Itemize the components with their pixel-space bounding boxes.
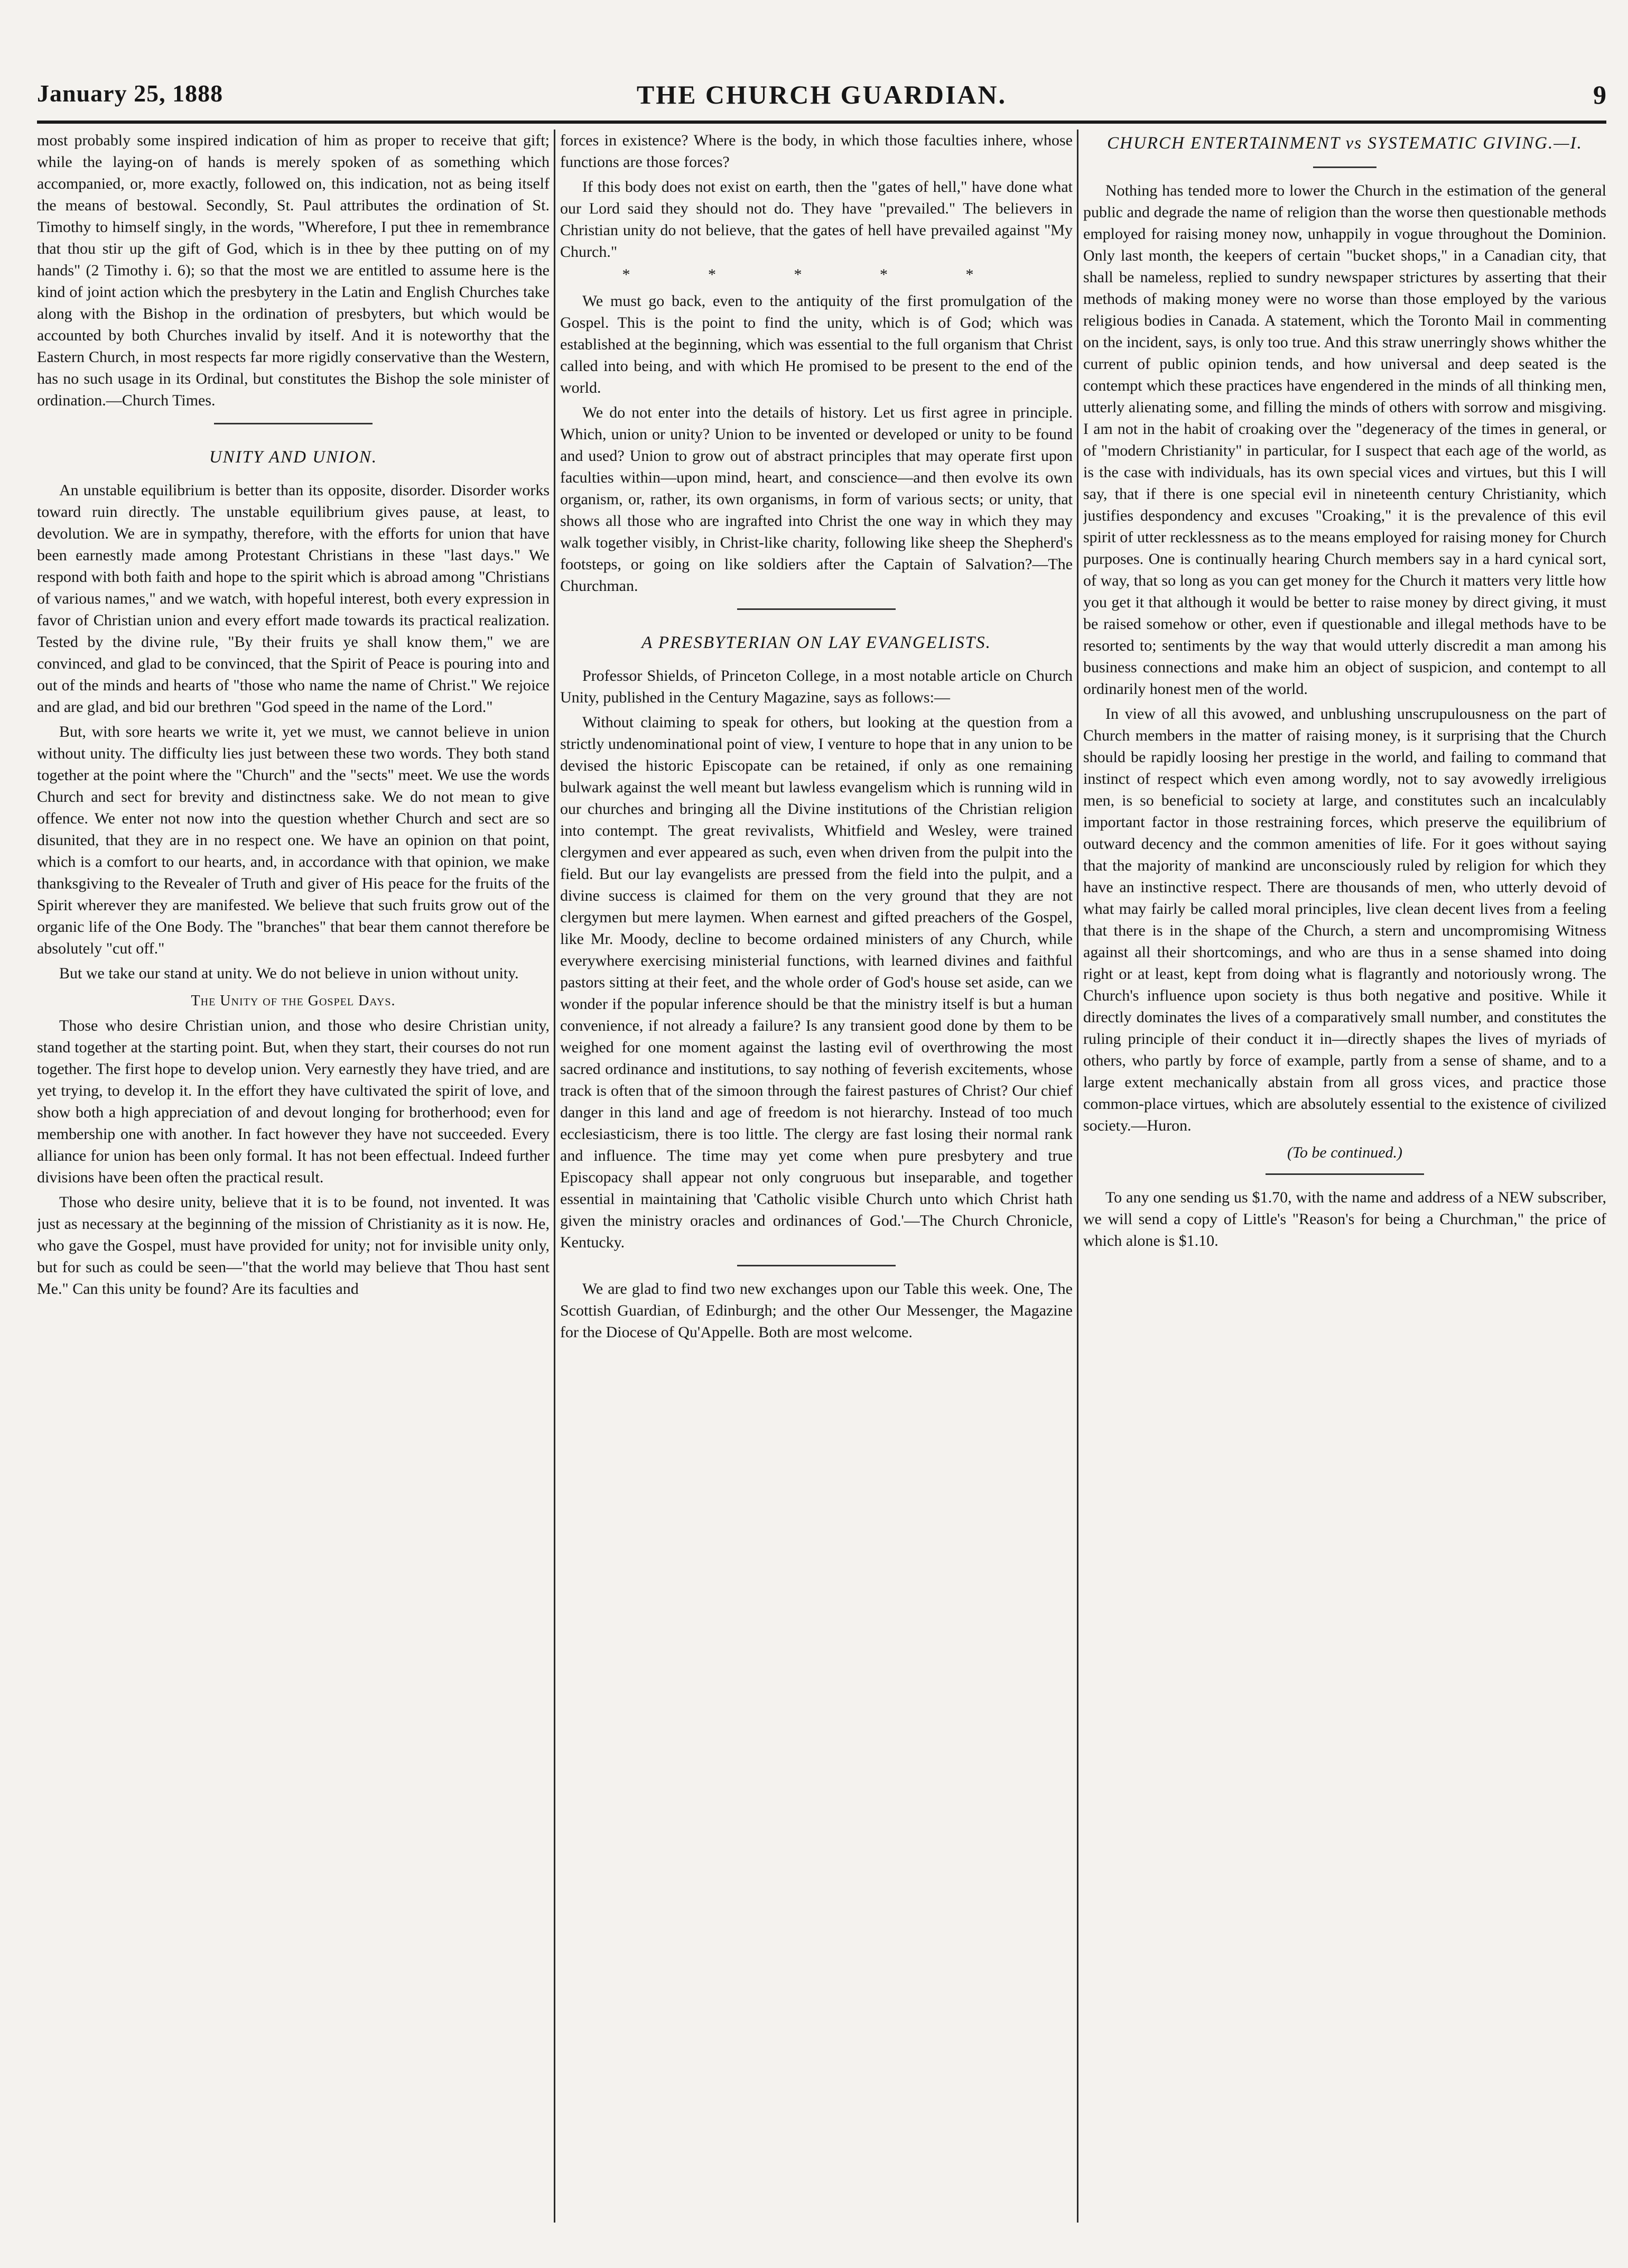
column-2 (560, 129, 1073, 2228)
article-paragraph: Professor Shields, of Princeton College, in a most notable article on Church Unity, published in the Century Magazine, says as follows:— (560, 667, 1073, 706)
article-paragraph: most probably some inspired indication of him as proper to receive that gift; while the laying-on of hands is merely spoken of as something which accompanied, or, more exactly, followed on, this indication, not as being itself the means of bestowal. Secondly, St. Paul attributes the ordination of St. Timothy to himself singly, in the words, "Wherefore, I put thee in remembrance that thou stir up the gift of God, which is in thee by thee putting on of my hands" (2 Timothy i. 6); so that the most we are entitled to assume here is the kind of joint action which the presbytery in the Latin and English Churches take along with the Bishop in the ordination of presbyters, but which would be accounted by both Churches invalid by itself. And it is noteworthy that the Eastern Church, in most respects far more rigidly conservative than the Western, has no such usage in its Ordinal, but constitutes the Bishop the sole minister of ordination.—Church Times. (37, 132, 550, 409)
masthead (37, 79, 1606, 116)
column-3 (1083, 129, 1606, 2228)
article-paragraph: In view of all this avowed, and unblushing unscrupulousness on the part of Church members in the matter of raising money, is it surprising that the Church should be rapidly loosing her prestige in the world, and failing to command that instinct of respect which even among wordly, not to say avowedly irreligious men, is so beneficial to society at large, and constitutes such an incalculably important factor in those restraining forces, which preserve the equilibrium of outward decency and the common amenities of life. For it goes without saying that the majority of mankind are unconsciously ruled by religion for which they have an instinctive respect. There are thousands of men, who utterly devoid of what may fairly be called moral principles, live clean decent lives from a feeling that there is in the shape of the Church, a stern and uncompromising Witness against all their shortcomings, and who are thus in a sense shamed into doing right or at least, kept from doing what is flagrantly and notoriously wrong. The Church's influence upon society is thus both negative and positive. While it directly dominates the lives of a comparatively small number, and constitutes the ruling principle of their conduct it in—directly shapes the lives of myriads of others, who partly by force of example, partly from a sense of shame, and to a large extent mechanically abstain from all gross vices, and practice those common-place virtues, which are absolutely essential to the existence of civilized society.—Huron. (1083, 705, 1606, 1134)
article-title-unity: UNITY AND UNION. (209, 448, 378, 467)
section-rule (1313, 166, 1376, 168)
section-rule (737, 608, 896, 610)
to-be-continued: (To be continued.) (1287, 1144, 1403, 1161)
section-rule (1266, 1173, 1424, 1175)
article-paragraph: But we take our stand at unity. We do not believe in union without unity. (59, 965, 519, 982)
article-paragraph: An unstable equilibrium is better than its opposite, disorder. Disorder works toward ruin directly. The unstable equilibrium gives pause, at least, to devolution. We are in sympathy, therefore, with the efforts for union that have been earnestly made among Protestant Christians in these "last days." We respond with both faith and hope to the spirit which is abroad among "Christians of various names," and we watch, with hopeful interest, both every expression in favor of Christian union and every effort made towards its practical realization. Tested by the divine rule, "By their fruits ye shall know them," we are convinced, and glad to be convinced, that the Spirit of Peace is pouring into and out of the minds and hearts of "those who name the name of Christ." We rejoice and are glad, and bid our brethren "God speed in the name of the Lord." (37, 482, 550, 716)
article-paragraph: Those who desire Christian union, and those who desire Christian unity, stand together at the starting point. But, when they start, their courses do not run together. The first hope to develop union. Very earnestly they have tried, and are yet trying, to develop it. In the effort they have cultivated the spirit of love, and show both a high appreciation of and devout longing for brotherhood; even for membership one with another. In fact however they have not succeeded. Every alliance for union has been only formal. It has not been effectual. Indeed further divisions have been often the practical result. (37, 1017, 550, 1186)
section-rule (737, 1265, 896, 1266)
article-paragraph: We must go back, even to the antiquity of the first promulgation of the Gospel. This is the point to find the unity, which is of God; which was established at the beginning, which was essential to the full organism that Christ called into being, and with which He promised to be present to the end of the world. (560, 292, 1073, 396)
column-divider (554, 129, 555, 2223)
article-paragraph: If this body does not exist on earth, then the "gates of hell," have done what our Lord said they should not do. They have "prevailed." The believers in Christian unity do not believe, that the gates of hell have prevailed against "My Church." (560, 178, 1073, 261)
article-paragraph: Without claiming to speak for others, but looking at the question from a strictly undenominational point of view, I venture to hope that in any union to be devised the historic Episcopate can be retained, if only as one remaining bulwark against the well meant but lawless evangelism which is running wild in our churches and bringing all the Divine institutions of the Christian religion into contempt. The great revivalists, Whitfield and Wesley, were trained clergymen and ever appeared as such, even when driven from the pulpit into the field. But our lay evangelists are pressed from the field into the pulpit, and a divine success is claimed for them on the very ground that they are not clergymen but mere laymen. When earnest and gifted preachers of the Gospel, like Mr. Moody, decline to become ordained ministers of any Church, while everywhere exercising ministerial functions, with learned divines and faithful pastors sitting at their feet, and the whole order of God's house set aside, can we wonder if the popular inference should be that the ministry itself is but a human convenience, if not already a failure? Is any transient good done by them to be weighed for one moment against the lasting evil of overthrowing the most sacred ordinance and institutions, to say nothing of feverish excitements, whose track is often that of the simoon through the fairest pastures of Christ? Our chief danger in this land and age of freedom is not hierarchy. Instead of too much ecclesiasticism, there is too little. The clergy are fast losing their normal rank and influence. The time may yet come when pure presbytery and true Episcopacy shall appear not only congruous but inseparable, and together essential in maintaining that 'Catholic visible Church unto which Christ hath given the ministry oracles and ordinances of God.'—The Church Chronicle, Kentucky. (560, 714, 1073, 1251)
article-title-church-entertainment: CHURCH ENTERTAINMENT vs SYSTEMATIC GIVING.—I. (1107, 134, 1583, 153)
asterisk-separator: * * * * * (622, 266, 1011, 283)
article-paragraph: forces in existence? Where is the body, in which those faculties inhere, whose functions are those forces? (560, 132, 1073, 171)
article-paragraph: We are glad to find two new exchanges upon our Table this week. One, The Scottish Guardian, of Edinburgh; and the other Our Messenger, the Magazine for the Diocese of Qu'Appelle. Both are most welcome. (560, 1280, 1073, 1341)
article-paragraph: We do not enter into the details of history. Let us first agree in principle. Which, union or unity? Union to be invented or developed or unity to be found and used? Union to grow out of abstract principles that may operate first upon faculties within—upon mind, heart, and conscience—and then evolve its own organism, or, rather, its own organisms, in form of various sects; or unity, that shows all those who are ingrafted into Christ the one way in which they may walk together visibly, in Christ-like charity, following like sheep the Shepherd's footsteps, or going on like soldiers after the Captain of Salvation?—The Churchman. (560, 404, 1073, 595)
column-1 (37, 129, 550, 2228)
newspaper-title: THE CHURCH GUARDIAN. (636, 80, 1007, 109)
article-title-presbyterian: A PRESBYTERIAN ON LAY EVANGELISTS. (641, 633, 991, 652)
issue-date: January 25, 1888 (37, 80, 224, 107)
article-paragraph: But, with sore hearts we write it, yet we must, we cannot believe in union without unity. The difficulty lies just between these two words. They both stand together at the point where the "Church" and the "sects" meet. We use the words Church and sect for brevity and distinctness sake. We do not mean to give offence. We enter not now into the question whether Church and sect are so disunited, that they are in no respect one. We have an opinion on that point, which is a comfort to our hearts, and, in accordance with that opinion, we make thanksgiving to the Revealer of Truth and giver of His peace for the fruits of the Spirit wherever they are manifested. We believe that such fruits grow out of the organic life of the One Body. The "branches" that bear them cannot therefore be absolutely "cut off." (37, 723, 550, 957)
article-paragraph: To any one sending us $1.70, with the name and address of a NEW subscriber, we will send a copy of Little's "Reason's for being a Churchman," the price of which alone is $1.10. (1083, 1189, 1606, 1249)
article-paragraph: Those who desire unity, believe that it is to be found, not invented. It was just as necessary at the beginning of the mission of Christianity as it is now. He, who gave the Gospel, must have provided for unity; not for invisible unity only, but for such as could be seen—"that the world may believe that Thou hast sent Me." Can this unity be found? Are its faculties and (37, 1193, 550, 1298)
section-rule (214, 423, 373, 424)
column-divider (1077, 129, 1078, 2223)
article-paragraph: Nothing has tended more to lower the Church in the estimation of the general public and degrade the name of religion than the worse then questionable methods employed for raising money now, unhappily in vogue throughout the Dominion. Only last month, the keepers of certain "bucket shops," in a Canadian city, that shall be nameless, replied to sundry newspaper strictures by asserting that their methods of making money were no worse than those employed by the various religious bodies in Canada. A statement, which the Toronto Mail in commenting on the incident, says, is only too true. And this straw unerringly shows whither the current of public opinion tends, and how universal and deep seated is the contempt which these practices have engendered in the minds of all thinking men, utterly alienating some, and filling the minds of others with sorrow and misgiving. I am not in the habit of croaking over the "degeneracy of the times in general, or of "modern Christianity" in particular, for I suspect that each age of the world, as is the case with individuals, has its own special vices and virtues, but this I will say, that if there is one special evil in nineteenth century Christianity, which justifies despondency and excuses "Croaking," it is the prevalence of this evil spirit of utter recklessness as to the means employed for raising money for Church purposes. One is continually hearing Church members say in a hard cynical sort, of way, that so long as you can get money for the Church it matters very little how you get it that although it would be better to raise money by direct giving, it must be raised somehow or other, even if questionable and illegal methods have to be resorted to; sentiments by the way that would utterly discredit a man among his business connections and make him an object of suspicion, and contempt to all ordinarily honest men of the world. (1083, 182, 1606, 698)
masthead-rule (37, 121, 1606, 124)
subheading-gospel-days: The Unity of the Gospel Days. (191, 993, 396, 1009)
page-number: 9 (1593, 80, 1606, 109)
